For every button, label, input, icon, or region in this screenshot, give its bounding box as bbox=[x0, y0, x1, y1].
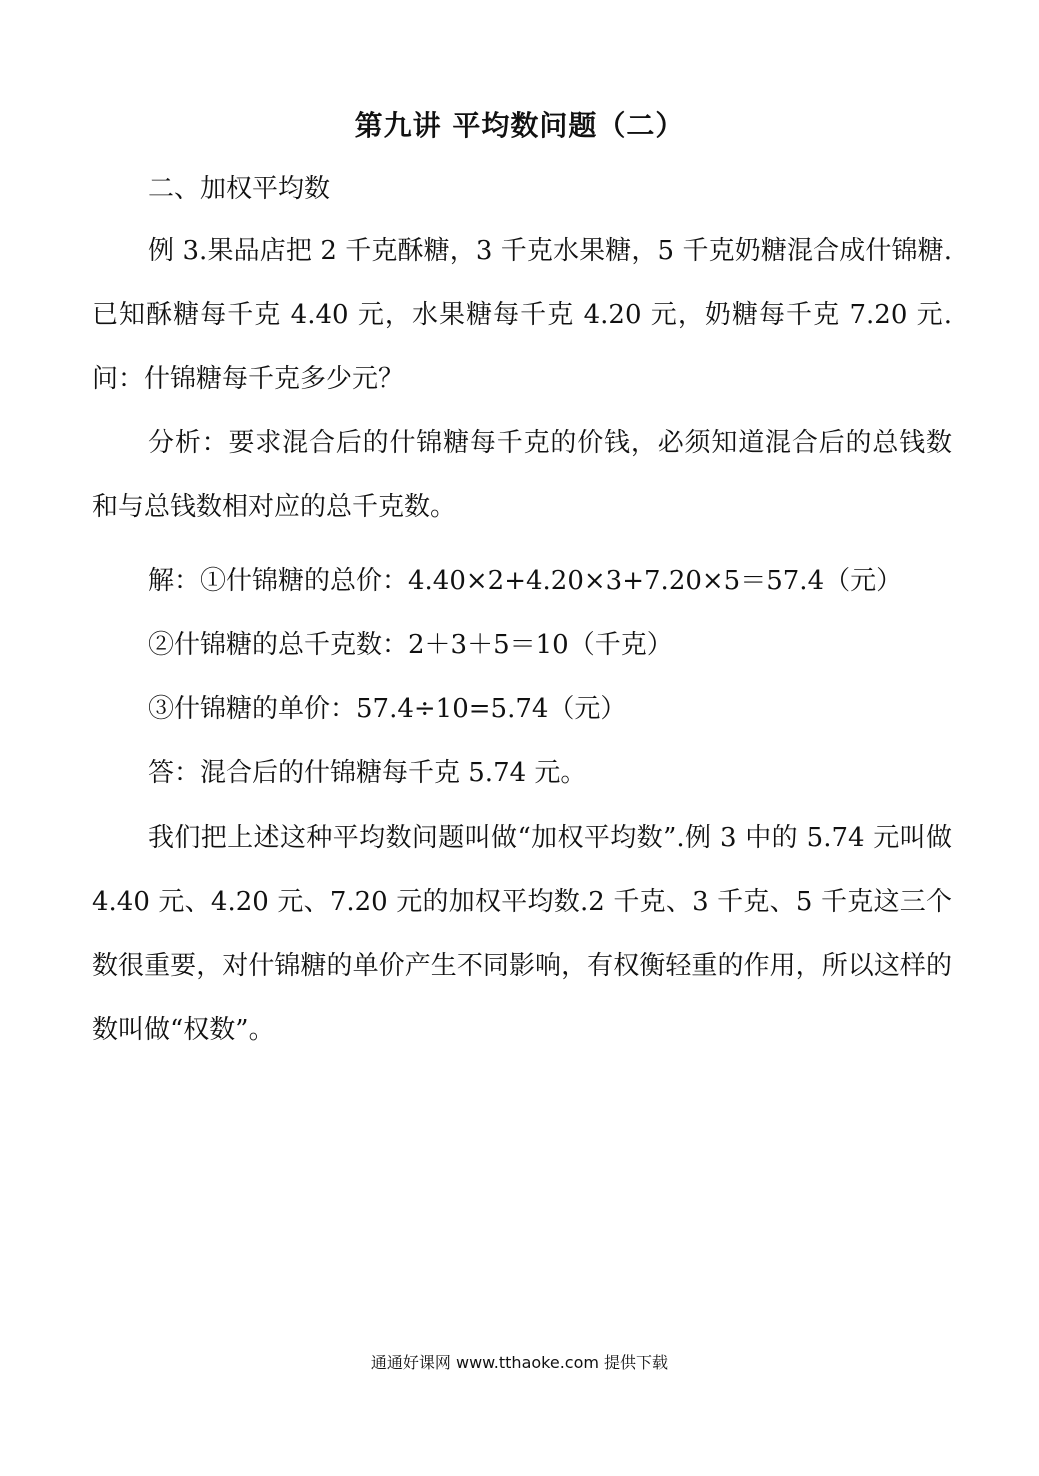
solution-step-2: ②什锦糖的总千克数：2＋3＋5＝10（千克） bbox=[148, 630, 673, 660]
analysis-paragraph: 分析：要求混合后的什锦糖每千克的价钱，必须知道混合后的总钱数和与总钱数相对应的总千克数。 bbox=[92, 428, 952, 522]
example-problem: 例 3.果品店把 2 千克酥糖，3 千克水果糖，5 千克奶糖混合成什锦糖.已知酥糖每千克 4.40 元，水果糖每千克 4.20 元，奶糖每千克 7.20 元.问：什锦糖每千克多少元？ bbox=[92, 236, 952, 394]
solution-step-1: 解：①什锦糖的总价：4.40×2+4.20×3+7.20×5＝57.4（元） bbox=[148, 566, 903, 596]
conclusion-paragraph: 我们把上述这种平均数问题叫做“加权平均数”.例 3 中的 5.74 元叫做 4.40 元、4.20 元、7.20 元的加权平均数.2 千克、3 千克、5 千克这三个数很重要，对什锦糖的单价产生不同影响，有权衡轻重的作用，所以这样的数叫做“权数”。 bbox=[92, 823, 952, 1045]
footer-source: 通通好课网 www.tthaoke.com 提供下载 bbox=[370, 1353, 669, 1372]
section-heading: 二、加权平均数 bbox=[148, 174, 331, 204]
solution-step-3: ③什锦糖的单价：57.4÷10=5.74（元） bbox=[148, 694, 627, 724]
lesson-title: 第九讲 平均数问题（二） bbox=[354, 109, 685, 142]
answer-line: 答：混合后的什锦糖每千克 5.74 元。 bbox=[148, 758, 587, 788]
